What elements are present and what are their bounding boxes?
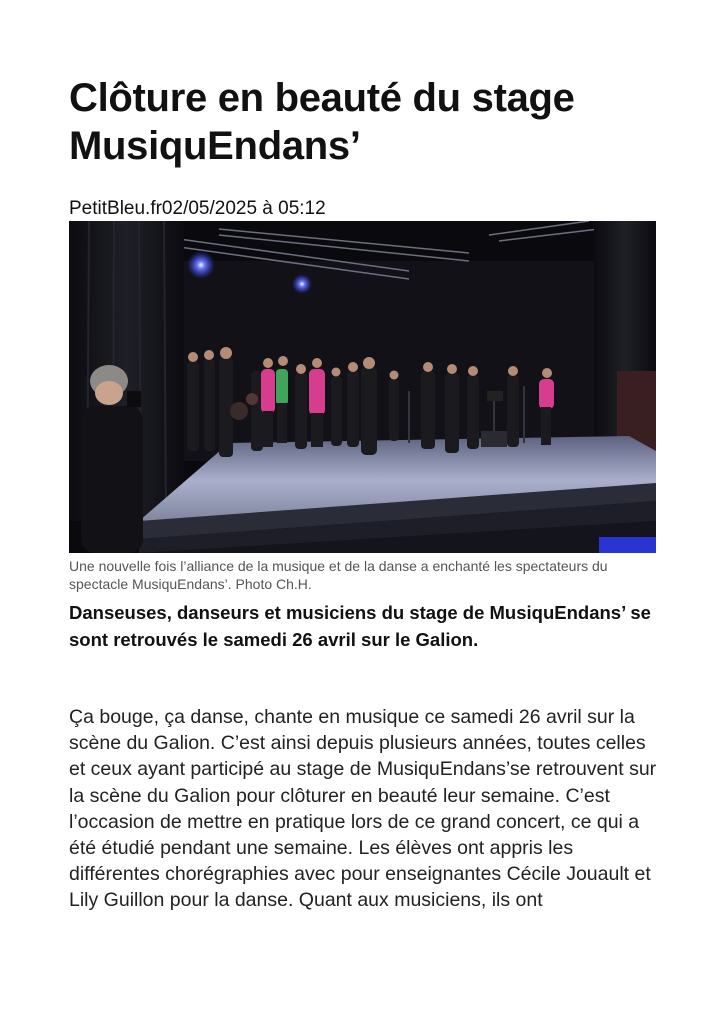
article-photo xyxy=(69,221,656,553)
photo-caption: Une nouvelle fois l’alliance de la musique et de la danse a enchanté les spectateurs du spectacle MusiquEndans’. Photo Ch.H. xyxy=(69,558,608,592)
article-body: Ça bouge, ça danse, chante en musique ce samedi 26 avril sur la scène du Galion. C’est ainsi depuis plusieurs années, toutes celles et ceux ayant participé au stage de MusiquEndans’se retrouvent sur la scène du Galion pour clôturer en beauté leur semaine. C’est l’occasion de mettre en pratique lors de ce grand concert, ce qui a été étudié pendant une semaine. Les élèves ont appris les différentes chorégraphies avec pour enseignantes Cécile Jouault et Lily Guillon pour la danse. Quant aux musiciens, ils ont xyxy=(69,706,657,912)
source-and-date: PetitBleu.fr02/05/2025 à 05:12 xyxy=(69,198,326,219)
article-lead: Danseuses, danseurs et musiciens du stage de MusiquEndans’ se sont retrouvés le samedi 26 avril sur le Galion. xyxy=(69,602,651,650)
article-title: Clôture en beauté du stage MusiquEndans’ xyxy=(69,76,575,168)
